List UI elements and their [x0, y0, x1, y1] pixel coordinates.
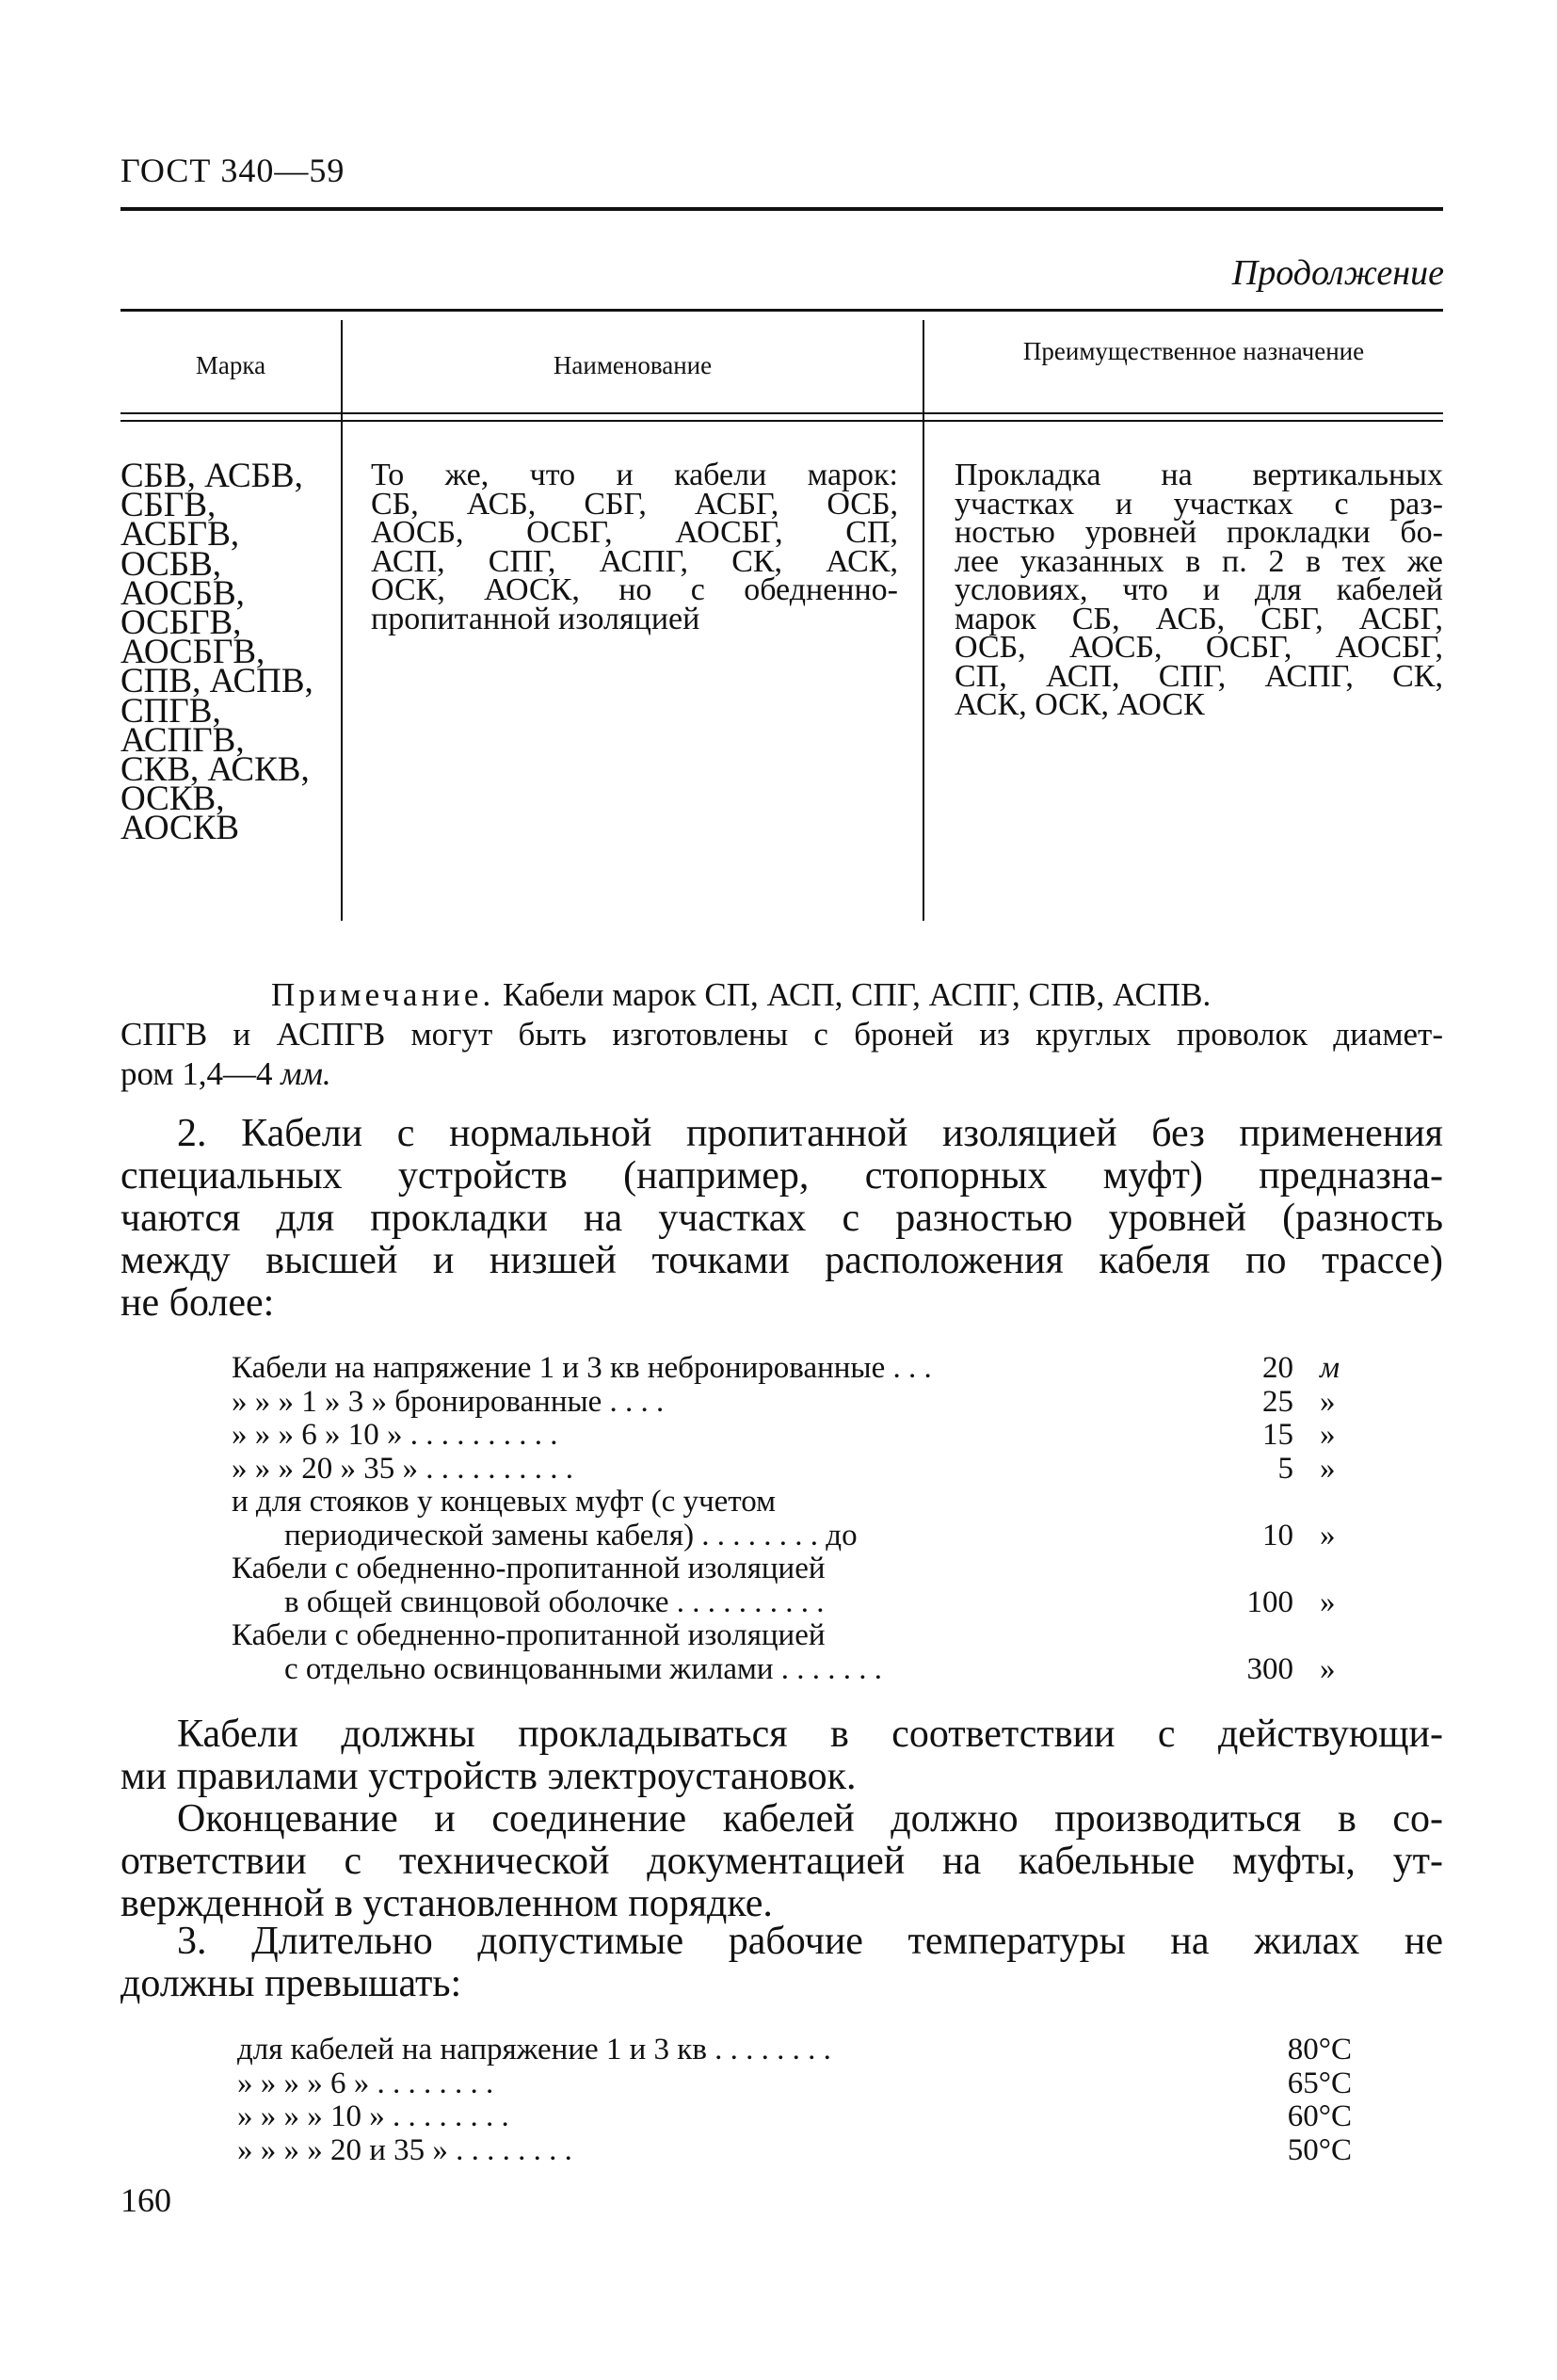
- list-item-unit: »: [1320, 1584, 1336, 1619]
- list-item-text: » » » » 6 » . . . . . . . .: [237, 2066, 494, 2100]
- paragraph-line: вержденной в установленном порядке.: [120, 1882, 773, 1925]
- paragraph-line: не более:: [120, 1281, 275, 1325]
- list-item-value: 50°C: [1287, 2132, 1352, 2167]
- paragraph-line: между высшей и низшей точками расположения кабеля по трассе): [120, 1239, 1443, 1282]
- list-item: [232, 1653, 1352, 1687]
- list-item-text: с отдельно освинцованными жилами . . . . . . .: [284, 1651, 883, 1686]
- list-item-unit: »: [1320, 1418, 1336, 1452]
- list-item: [237, 2134, 1352, 2168]
- table-line: СП, АСП, СПГ, АСПГ, СК,: [955, 658, 1443, 694]
- paragraph-line: 3. Длительно допустимые рабочие температуры на жилах не: [177, 1920, 1443, 1963]
- list-item-value: 10: [1262, 1518, 1293, 1552]
- list-item-unit: »: [1320, 1651, 1336, 1686]
- list-item-text: Кабели с обедненно-пропитанной изоляцией: [232, 1618, 826, 1652]
- table-line: Прокладка на вертикальных: [955, 458, 1443, 492]
- page-number: 160: [120, 2181, 171, 2219]
- list-item: [232, 1552, 1352, 1586]
- standard-header: ГОСТ 340—59: [120, 152, 345, 189]
- list-item-text: » » » 20 » 35 » . . . . . . . . . .: [232, 1451, 573, 1486]
- continuation-label: Продолжение: [1231, 253, 1444, 293]
- termination-paragraph: [120, 1798, 1443, 1925]
- list-item-value: 100: [1246, 1584, 1293, 1619]
- name-cell: [371, 458, 898, 636]
- note-text: ром 1,4—4: [120, 1055, 281, 1092]
- list-item-value: 5: [1277, 1451, 1293, 1486]
- note-line: [120, 1054, 1443, 1094]
- table-line: ОСК, АОСК, но с обедненно-: [371, 572, 898, 607]
- paragraph-line: должны превышать:: [120, 1962, 462, 2005]
- list-item-unit: м: [1320, 1351, 1340, 1385]
- paragraph-line: Кабели должны прокладываться в соответствии с действующи-: [177, 1713, 1443, 1756]
- list-item-value: 60°C: [1287, 2099, 1352, 2133]
- list-item-unit: »: [1320, 1518, 1336, 1552]
- paragraph-line: чаются для прокладки на участках с разностью уровней (разность: [120, 1197, 1443, 1240]
- table-line: СБ, АСБ, СБГ, АСБГ, ОСБ,: [371, 486, 898, 522]
- table-line: условиях, что и для кабелей: [955, 572, 1443, 607]
- column-divider: [923, 320, 924, 921]
- table-header-rule-double: [120, 420, 1443, 422]
- column-divider: [341, 320, 343, 921]
- list-item: [232, 1453, 1352, 1487]
- header-purpose: Преимущественное назначение: [1022, 337, 1365, 365]
- temperature-list: [237, 2034, 1352, 2167]
- table-line: АОСБВ,: [120, 573, 245, 613]
- table-line: АСПГВ,: [120, 720, 245, 760]
- table-line: лее указанных в п. 2 в тех же: [955, 543, 1443, 579]
- list-item: [237, 2100, 1352, 2134]
- section-2: [120, 1113, 1443, 1325]
- height-difference-list: [232, 1352, 1352, 1686]
- table-line: ностью уровней прокладки бо-: [955, 515, 1443, 550]
- list-item: [232, 1586, 1352, 1620]
- table-line: марок СБ, АСБ, СБГ, АСБГ,: [955, 601, 1443, 636]
- note-unit: мм.: [281, 1055, 331, 1092]
- header-name: Наименование: [553, 351, 713, 379]
- table-line: АСБГВ,: [120, 515, 240, 555]
- table-line: СКВ, АСКВ,: [120, 750, 310, 790]
- list-item-text: и для стояков у концевых муфт (с учетом: [232, 1485, 777, 1519]
- header-mark: Марка: [195, 351, 266, 379]
- section-3: [120, 1921, 1443, 2005]
- list-item: [237, 2034, 1352, 2067]
- table-line: То же, что и кабели марок:: [371, 458, 898, 492]
- table-line: СПВ, АСПВ,: [120, 662, 313, 701]
- table-top-rule: [120, 309, 1443, 312]
- table-line: ОСБ, АОСБ, ОСБГ, АОСБГ,: [955, 630, 1443, 665]
- table-line: АСП, СПГ, АСПГ, СК, АСК,: [371, 543, 898, 579]
- list-item: [232, 1486, 1352, 1520]
- paragraph-line: 2. Кабели с нормальной пропитанной изоляцией без применения: [177, 1112, 1443, 1155]
- cable-table: [120, 309, 1443, 930]
- list-item-text: периодической замены кабеля) . . . . . . . . до: [284, 1518, 858, 1552]
- note-label: Примечание.: [271, 976, 495, 1013]
- table-line: участках и участках с раз-: [955, 486, 1443, 522]
- list-item-unit: »: [1320, 1384, 1336, 1419]
- list-item-text: » » » » 10 » . . . . . . . .: [237, 2099, 509, 2133]
- rules-paragraph: [120, 1713, 1443, 1798]
- list-item-text: Кабели на напряжение 1 и 3 кв небронированные . . .: [232, 1351, 932, 1385]
- note-line: СПГВ и АСПГВ могут быть изготовлены с броней из круглых проволок диамет-: [120, 1016, 1443, 1053]
- list-item: [232, 1386, 1352, 1420]
- list-item-text: в общей свинцовой оболочке . . . . . . . . . .: [284, 1584, 825, 1619]
- list-item-value: 15: [1262, 1418, 1293, 1452]
- list-item-value: 65°C: [1287, 2066, 1352, 2100]
- table-line: ОСБГВ,: [120, 603, 242, 643]
- paragraph-line: ми правилами устройств электроустановок.: [120, 1755, 857, 1798]
- table-line: ОСКВ,: [120, 780, 225, 819]
- table-line: пропитанной изоляцией: [371, 601, 700, 636]
- table-line: СБВ, АСБВ,: [120, 457, 303, 495]
- table-header-rule: [120, 412, 1443, 414]
- paragraph-line: специальных устройств (например, стопорных муфт) предназна-: [120, 1154, 1443, 1198]
- list-item-value: 25: [1262, 1384, 1293, 1419]
- table-line: СБГВ,: [120, 486, 217, 525]
- purpose-cell: [955, 458, 1443, 722]
- list-item: [237, 2067, 1352, 2101]
- table-line: АСК, ОСК, АОСК: [955, 687, 1205, 722]
- list-item: [232, 1419, 1352, 1453]
- table-note: [120, 975, 1443, 1094]
- list-item: [232, 1520, 1352, 1553]
- list-item-value: 80°C: [1287, 2033, 1352, 2066]
- table-line: СПГВ,: [120, 691, 221, 731]
- list-item-unit: »: [1320, 1451, 1336, 1486]
- paragraph-line: Оконцевание и соединение кабелей должно производиться в со-: [177, 1797, 1443, 1841]
- note-text: Кабели марок СП, АСП, СПГ, АСПГ, СПВ, АСПВ.: [502, 976, 1212, 1013]
- paragraph-line: ответствии с технической документацией на кабельные муфты, ут-: [120, 1840, 1443, 1883]
- list-item: [232, 1352, 1352, 1386]
- list-item-text: для кабелей на напряжение 1 и 3 кв . . . . . . . .: [237, 2033, 831, 2066]
- list-item-text: Кабели с обедненно-пропитанной изоляцией: [232, 1552, 826, 1585]
- list-item-text: » » » 6 » 10 » . . . . . . . . . .: [232, 1418, 558, 1452]
- list-item-value: 300: [1246, 1651, 1293, 1686]
- table-line: ОСБВ,: [120, 544, 222, 584]
- table-line: АОСБ, ОСБГ, АОСБГ, СП,: [371, 515, 898, 550]
- list-item: [232, 1619, 1352, 1653]
- table-line: АОСКВ: [120, 809, 240, 848]
- table-line: АОСБГВ,: [120, 633, 265, 672]
- list-item-text: » » » » 20 и 35 » . . . . . . . .: [237, 2132, 572, 2167]
- mark-cell: [120, 457, 339, 848]
- header-rule: [120, 207, 1443, 211]
- note-line: [120, 975, 1443, 1015]
- list-item-text: » » » 1 » 3 » бронированные . . . .: [232, 1384, 665, 1419]
- list-item-value: 20: [1262, 1351, 1293, 1385]
